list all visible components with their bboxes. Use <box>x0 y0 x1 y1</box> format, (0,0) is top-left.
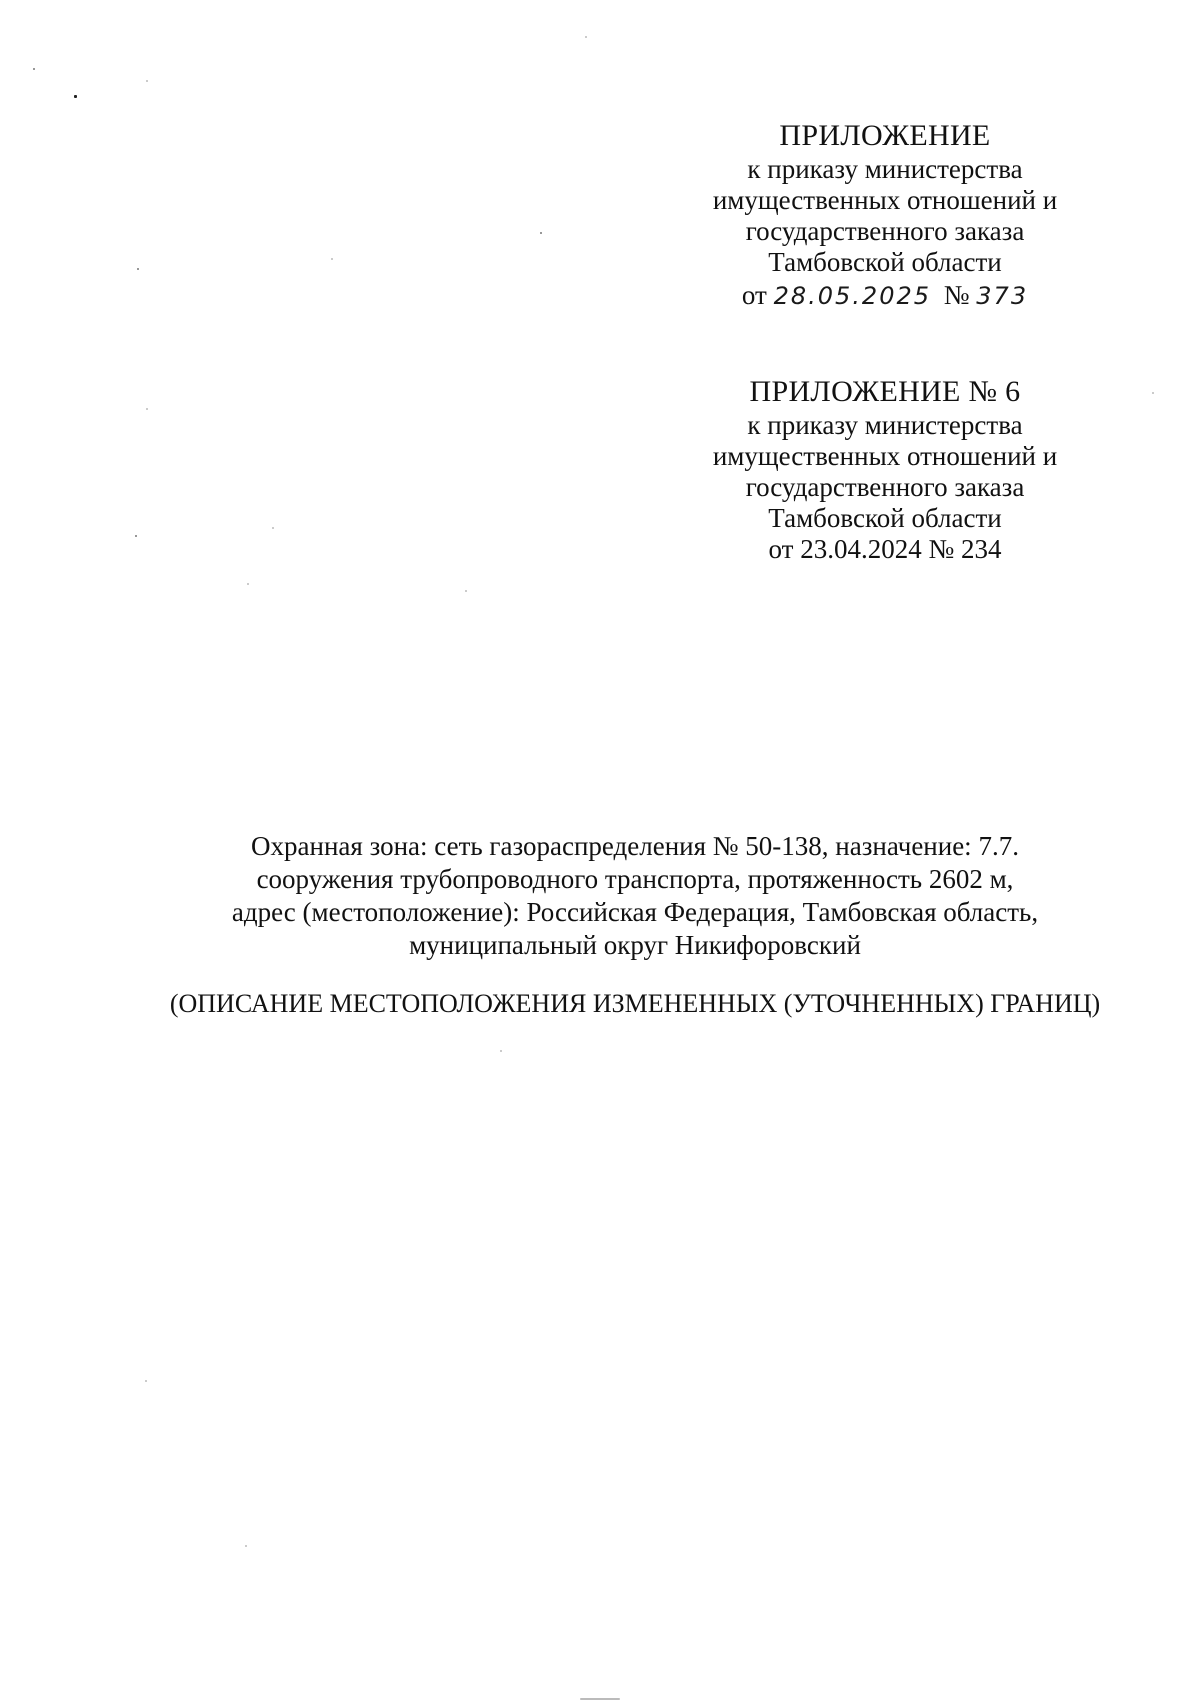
appendix-line: от 23.04.2024 № 234 <box>768 534 1002 564</box>
appendix-line: к приказу министерства <box>747 154 1023 184</box>
zone-subtitle: (ОПИСАНИЕ МЕСТОПОЛОЖЕНИЯ ИЗМЕНЕННЫХ (УТОЧНЕННЫХ) ГРАНИЦ) <box>169 989 1101 1018</box>
appendix-line: Тамбовской области <box>768 503 1002 533</box>
scan-speck <box>247 583 249 585</box>
appendix-line: имущественных отношений и <box>712 441 1058 471</box>
scan-speck <box>74 95 77 98</box>
scan-speck <box>500 1050 502 1052</box>
scan-speck <box>331 258 333 260</box>
scan-speck <box>272 527 274 529</box>
scan-speck <box>33 68 35 70</box>
appendix-header <box>650 118 1120 314</box>
scan-speck <box>245 1545 247 1547</box>
scan-speck <box>146 408 148 410</box>
scan-speck <box>580 1698 620 1700</box>
scan-speck <box>146 80 148 82</box>
appendix-line: государственного заказа <box>745 216 1025 246</box>
scan-speck <box>465 590 467 592</box>
scan-speck <box>1152 392 1154 394</box>
handwritten-number: 373 <box>976 282 1029 310</box>
appendix-title: ПРИЛОЖЕНИЕ <box>779 119 991 152</box>
appendix-line: Тамбовской области <box>768 247 1002 277</box>
appendix-line: государственного заказа <box>745 472 1025 502</box>
zone-line: адрес (местоположение): Российская Федерация, Тамбовская область, <box>231 897 1039 927</box>
appendix-line: имущественных отношений и <box>712 185 1058 215</box>
scan-speck <box>585 36 587 38</box>
scan-speck <box>540 232 542 234</box>
appendix-line: к приказу министерства <box>747 410 1023 440</box>
scan-speck <box>137 268 139 270</box>
zone-line: муниципальный округ Никифоровский <box>409 930 861 960</box>
date-prefix: от <box>741 280 767 310</box>
zone-description <box>150 830 1120 962</box>
zone-line: Охранная зона: сеть газораспределения № 50-138, назначение: 7.7. <box>251 831 1019 861</box>
handwritten-date: 28.05.2025 <box>773 282 932 310</box>
scan-speck <box>135 535 137 537</box>
zone-line: сооружения трубопроводного транспорта, протяженность 2602 м, <box>256 864 1014 894</box>
order-date-line <box>650 280 1120 314</box>
appendix-6-title: ПРИЛОЖЕНИЕ № 6 <box>749 375 1021 408</box>
number-prefix: № <box>943 280 970 310</box>
appendix-6-header <box>650 374 1120 565</box>
scan-speck <box>145 1380 147 1382</box>
